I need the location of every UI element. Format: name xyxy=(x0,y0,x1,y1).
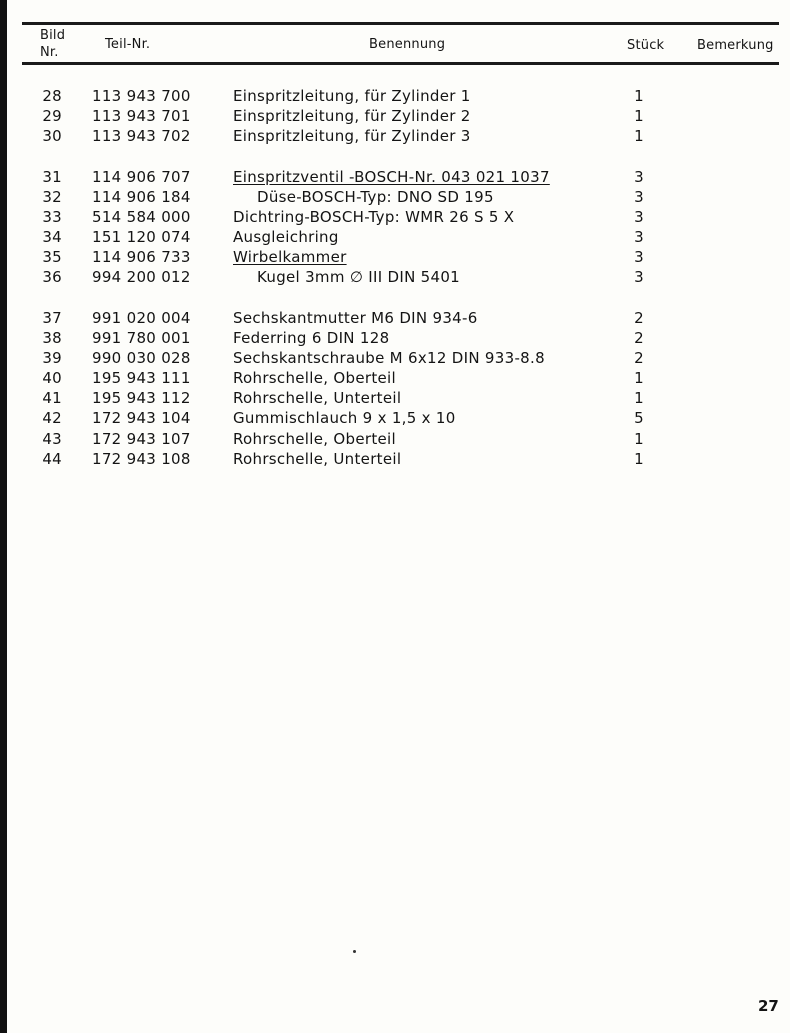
part-number: 151 120 074 xyxy=(92,228,191,246)
part-number: 114 906 733 xyxy=(92,248,191,266)
header-bild: Bild xyxy=(40,28,66,43)
table-row xyxy=(0,309,790,329)
item-description: Ausgleichring xyxy=(233,228,339,246)
item-description: Einspritzleitung, für Zylinder 2 xyxy=(233,107,471,125)
item-description: Federring 6 DIN 128 xyxy=(233,329,390,347)
item-number: 30 xyxy=(42,127,62,145)
part-number: 195 943 112 xyxy=(92,389,191,407)
header-nr: Nr. xyxy=(40,45,59,60)
item-description: Sechskantschraube M 6x12 DIN 933-8.8 xyxy=(233,349,545,367)
item-quantity: 3 xyxy=(634,188,644,206)
item-quantity: 1 xyxy=(634,107,644,125)
item-quantity: 1 xyxy=(634,450,644,468)
table-row xyxy=(0,107,790,127)
item-quantity: 1 xyxy=(634,389,644,407)
table-row xyxy=(0,349,790,369)
table-row xyxy=(0,127,790,147)
item-quantity: 5 xyxy=(634,409,644,427)
table-row xyxy=(0,268,790,288)
print-speck xyxy=(353,950,356,953)
item-description: Rohrschelle, Unterteil xyxy=(233,389,402,407)
item-number: 29 xyxy=(42,107,62,125)
item-description: Kugel 3mm ∅ III DIN 5401 xyxy=(257,268,461,286)
item-description: Rohrschelle, Unterteil xyxy=(233,450,402,468)
item-number: 35 xyxy=(42,248,62,266)
item-number: 32 xyxy=(42,188,62,206)
item-number: 41 xyxy=(42,389,62,407)
part-number: 991 780 001 xyxy=(92,329,191,347)
item-description: Einspritzventil -BOSCH-Nr. 043 021 1037 xyxy=(233,168,550,186)
item-description: Dichtring-BOSCH-Typ: WMR 26 S 5 X xyxy=(233,208,515,226)
item-number: 36 xyxy=(42,268,62,286)
table-row xyxy=(0,168,790,188)
header-teil-nr: Teil-Nr. xyxy=(105,37,151,52)
item-quantity: 3 xyxy=(634,168,644,186)
item-quantity: 1 xyxy=(634,87,644,105)
item-number: 33 xyxy=(42,208,62,226)
item-quantity: 1 xyxy=(634,369,644,387)
item-number: 43 xyxy=(42,430,62,448)
table-row xyxy=(0,409,790,429)
item-quantity: 1 xyxy=(634,430,644,448)
item-number: 38 xyxy=(42,329,62,347)
part-number: 114 906 707 xyxy=(92,168,191,186)
part-number: 172 943 108 xyxy=(92,450,191,468)
part-number: 990 030 028 xyxy=(92,349,191,367)
item-number: 39 xyxy=(42,349,62,367)
part-number: 195 943 111 xyxy=(92,369,191,387)
part-number: 113 943 702 xyxy=(92,127,191,145)
item-number: 37 xyxy=(42,309,62,327)
item-quantity: 2 xyxy=(634,349,644,367)
item-description: Sechskantmutter M6 DIN 934-6 xyxy=(233,309,478,327)
item-number: 44 xyxy=(42,450,62,468)
item-number: 28 xyxy=(42,87,62,105)
table-row xyxy=(0,430,790,450)
part-number: 991 020 004 xyxy=(92,309,191,327)
item-description: Düse-BOSCH-Typ: DNO SD 195 xyxy=(257,188,494,206)
item-number: 34 xyxy=(42,228,62,246)
header-benennung: Benennung xyxy=(369,37,446,52)
item-number: 42 xyxy=(42,409,62,427)
item-number: 31 xyxy=(42,168,62,186)
table-row xyxy=(0,450,790,470)
part-number: 994 200 012 xyxy=(92,268,191,286)
page-number: 27 xyxy=(758,997,779,1015)
table-row xyxy=(0,329,790,349)
table-row xyxy=(0,188,790,208)
item-number: 40 xyxy=(42,369,62,387)
item-description: Gummischlauch 9 x 1,5 x 10 xyxy=(233,409,456,427)
item-description: Einspritzleitung, für Zylinder 3 xyxy=(233,127,471,145)
table-row xyxy=(0,208,790,228)
part-number: 172 943 104 xyxy=(92,409,191,427)
part-number: 114 906 184 xyxy=(92,188,191,206)
header-stueck: Stück xyxy=(627,38,665,53)
table-header-rule xyxy=(22,62,779,65)
header-bemerkung: Bemerkung xyxy=(697,38,774,53)
table-row xyxy=(0,389,790,409)
table-row xyxy=(0,248,790,268)
item-quantity: 3 xyxy=(634,268,644,286)
part-number: 113 943 700 xyxy=(92,87,191,105)
item-quantity: 3 xyxy=(634,228,644,246)
item-description: Rohrschelle, Oberteil xyxy=(233,430,396,448)
part-number: 172 943 107 xyxy=(92,430,191,448)
table-row xyxy=(0,369,790,389)
item-quantity: 1 xyxy=(634,127,644,145)
item-quantity: 3 xyxy=(634,248,644,266)
item-description: Einspritzleitung, für Zylinder 1 xyxy=(233,87,471,105)
left-margin-bar xyxy=(0,0,7,1033)
table-row xyxy=(0,87,790,107)
item-quantity: 3 xyxy=(634,208,644,226)
item-description: Wirbelkammer xyxy=(233,248,347,266)
item-quantity: 2 xyxy=(634,309,644,327)
table-top-rule xyxy=(22,22,779,25)
item-description: Rohrschelle, Oberteil xyxy=(233,369,396,387)
item-quantity: 2 xyxy=(634,329,644,347)
part-number: 113 943 701 xyxy=(92,107,191,125)
part-number: 514 584 000 xyxy=(92,208,191,226)
table-row xyxy=(0,228,790,248)
